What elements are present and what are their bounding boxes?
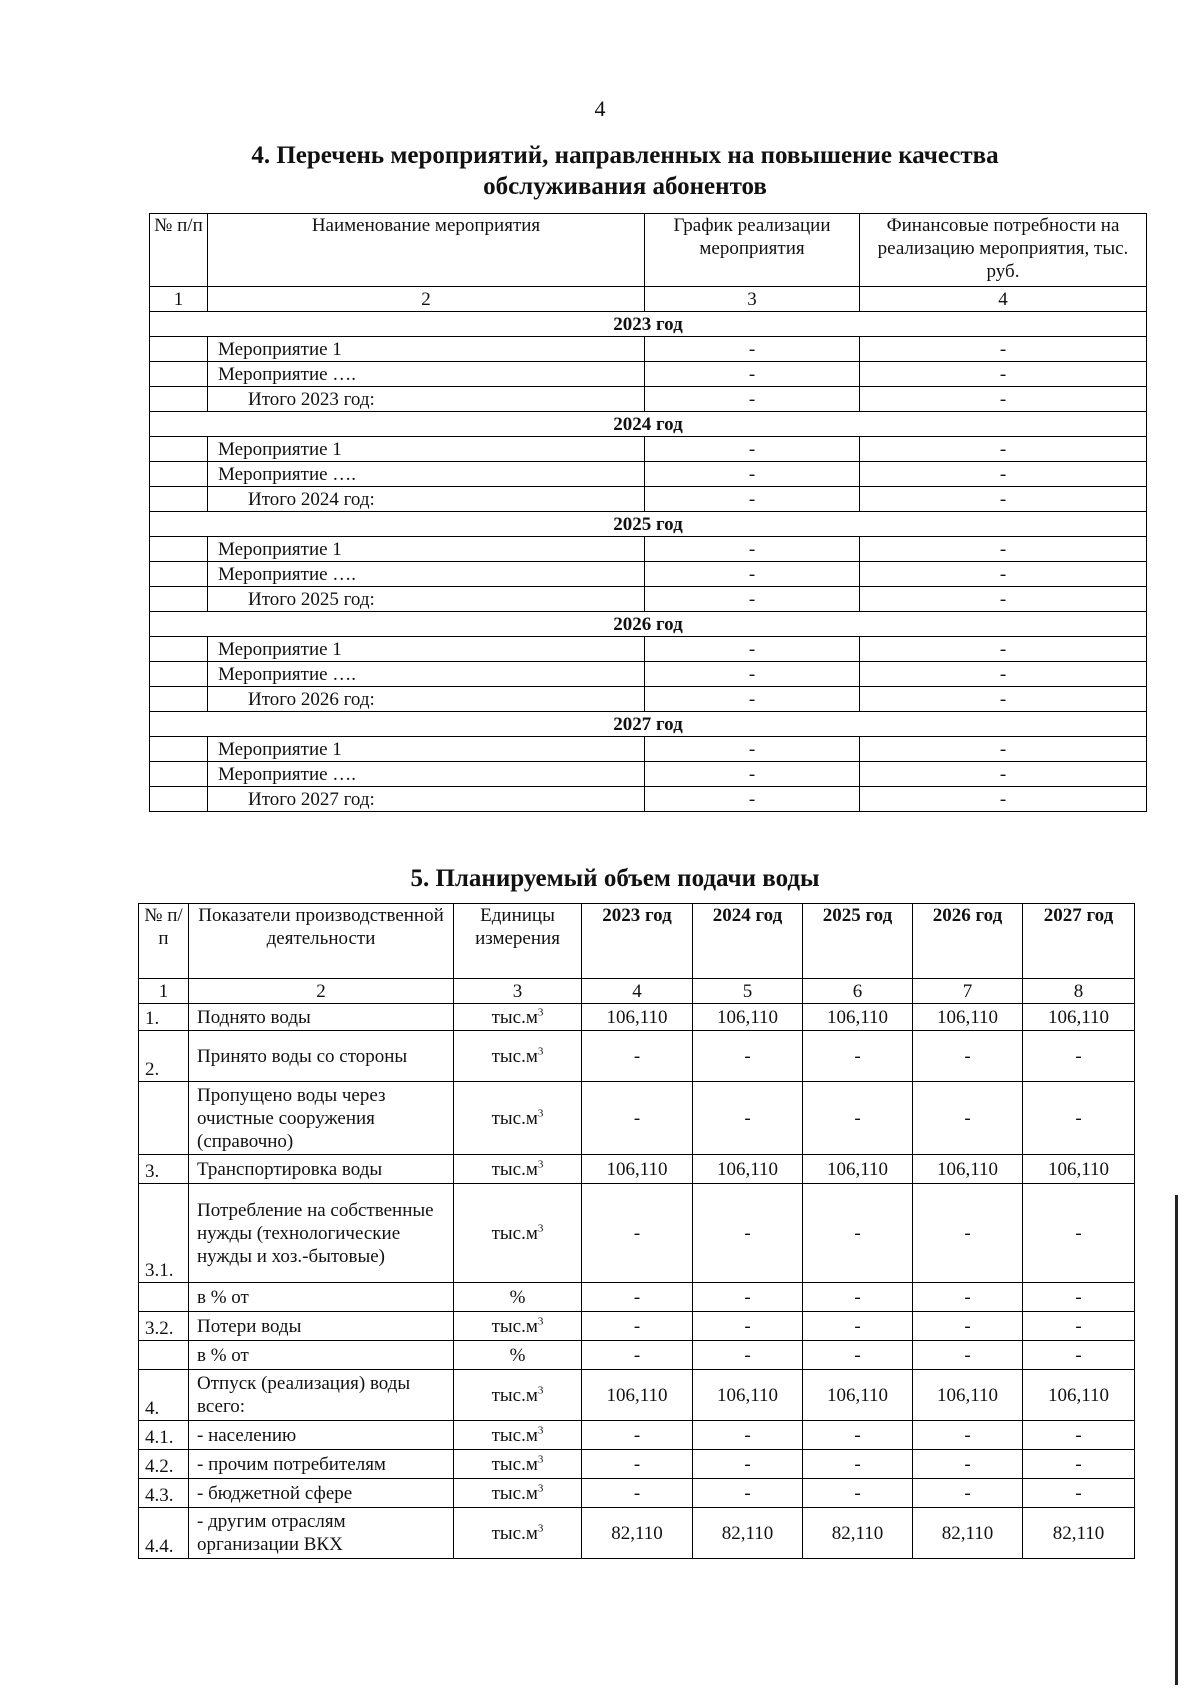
total-row xyxy=(150,787,1147,812)
year-label: 2025 год xyxy=(150,512,1147,537)
schedule-value: - xyxy=(645,737,860,762)
measure-name: Мероприятие 1 xyxy=(208,737,645,762)
year-value: - xyxy=(1023,1031,1135,1082)
col-number: 4 xyxy=(582,979,693,1004)
row-number-cell xyxy=(150,562,208,587)
indicator-row xyxy=(139,1508,1135,1559)
year-label: 2027 год xyxy=(150,712,1147,737)
unit-superscript: 3 xyxy=(537,1158,544,1171)
indicator-row xyxy=(139,1004,1135,1031)
measure-row xyxy=(150,437,1147,462)
unit-text: тыс.м xyxy=(491,1522,538,1544)
measure-name: Мероприятие …. xyxy=(208,362,645,387)
water-column-numbers xyxy=(139,979,1135,1004)
indicator-row xyxy=(139,1283,1135,1312)
year-value: - xyxy=(803,1421,913,1450)
measure-name: Итого 2026 год: xyxy=(208,687,645,712)
year-value: - xyxy=(582,1082,693,1155)
header-unit: Единицы измерения xyxy=(454,904,582,979)
finance-value: - xyxy=(860,337,1147,362)
unit-cell xyxy=(454,1450,582,1479)
schedule-value: - xyxy=(645,437,860,462)
finance-value: - xyxy=(860,637,1147,662)
row-number-cell xyxy=(150,687,208,712)
year-value: 106,110 xyxy=(803,1155,913,1184)
measure-name: Мероприятие …. xyxy=(208,762,645,787)
year-row xyxy=(150,312,1147,337)
measure-name: Мероприятие …. xyxy=(208,562,645,587)
year-value: - xyxy=(913,1479,1023,1508)
col-number: 5 xyxy=(693,979,803,1004)
row-index: 3.1. xyxy=(139,1184,189,1283)
measures-table xyxy=(149,213,1147,812)
unit-cell xyxy=(454,1082,582,1155)
year-value: 106,110 xyxy=(1023,1155,1135,1184)
year-value: 106,110 xyxy=(913,1155,1023,1184)
indicator-row xyxy=(139,1421,1135,1450)
row-index: 4.3. xyxy=(139,1479,189,1508)
indicator-name: Отпуск (реализация) воды всего: xyxy=(189,1370,454,1421)
year-value: 106,110 xyxy=(693,1370,803,1421)
header-year: 2027 год xyxy=(1023,904,1135,979)
unit-cell xyxy=(454,1479,582,1508)
year-value: - xyxy=(913,1341,1023,1370)
finance-value: - xyxy=(860,362,1147,387)
year-value: - xyxy=(582,1479,693,1508)
row-number-cell xyxy=(150,487,208,512)
year-value: - xyxy=(913,1031,1023,1082)
unit-superscript: 3 xyxy=(537,1453,544,1466)
year-value: - xyxy=(803,1031,913,1082)
year-row xyxy=(150,612,1147,637)
year-value: - xyxy=(693,1184,803,1283)
year-value: - xyxy=(913,1283,1023,1312)
indicator-name: - прочим потребителям xyxy=(189,1450,454,1479)
row-number-cell xyxy=(150,662,208,687)
row-index: 4. xyxy=(139,1370,189,1421)
year-value: - xyxy=(693,1341,803,1370)
measure-row xyxy=(150,737,1147,762)
year-value: - xyxy=(913,1184,1023,1283)
header-year: 2026 год xyxy=(913,904,1023,979)
indicator-name: в % от xyxy=(189,1341,454,1370)
year-value: 82,110 xyxy=(693,1508,803,1559)
year-value: - xyxy=(582,1450,693,1479)
measure-row xyxy=(150,662,1147,687)
year-value: 106,110 xyxy=(1023,1370,1135,1421)
finance-value: - xyxy=(860,737,1147,762)
indicator-name: Транспортировка воды xyxy=(189,1155,454,1184)
section-4-title-line2: обслуживания абонентов xyxy=(483,173,767,200)
row-number-cell xyxy=(150,387,208,412)
row-index xyxy=(139,1283,189,1312)
year-value: - xyxy=(803,1479,913,1508)
schedule-value: - xyxy=(645,637,860,662)
measures-column-numbers xyxy=(150,287,1147,312)
year-value: 106,110 xyxy=(803,1004,913,1031)
indicator-row xyxy=(139,1031,1135,1082)
schedule-value: - xyxy=(645,462,860,487)
year-value: 106,110 xyxy=(693,1004,803,1031)
indicator-row xyxy=(139,1184,1135,1283)
row-index: 4.2. xyxy=(139,1450,189,1479)
year-value: - xyxy=(582,1341,693,1370)
schedule-value: - xyxy=(645,387,860,412)
unit-cell xyxy=(454,1421,582,1450)
indicator-row xyxy=(139,1370,1135,1421)
year-value: - xyxy=(913,1082,1023,1155)
unit-superscript: 3 xyxy=(537,1006,544,1019)
row-index: 2. xyxy=(139,1031,189,1082)
col-number: 3 xyxy=(454,979,582,1004)
schedule-value: - xyxy=(645,487,860,512)
year-value: - xyxy=(1023,1421,1135,1450)
indicator-row xyxy=(139,1479,1135,1508)
year-value: - xyxy=(1023,1479,1135,1508)
total-row xyxy=(150,587,1147,612)
unit-text: тыс.м xyxy=(491,1158,538,1180)
row-index: 3.2. xyxy=(139,1312,189,1341)
unit-superscript: 3 xyxy=(537,1384,544,1397)
year-value: - xyxy=(1023,1312,1135,1341)
year-value: - xyxy=(1023,1450,1135,1479)
header-indicator: Показатели производственной деятельности xyxy=(189,904,454,979)
header-schedule: График реализации мероприятия xyxy=(645,214,860,287)
unit-superscript: 3 xyxy=(537,1107,544,1120)
header-measure-name: Наименование мероприятия xyxy=(208,214,645,287)
unit-cell xyxy=(454,1031,582,1082)
header-number: № п/п xyxy=(139,904,189,979)
year-value: 106,110 xyxy=(803,1370,913,1421)
measure-row xyxy=(150,537,1147,562)
schedule-value: - xyxy=(645,662,860,687)
water-supply-table xyxy=(138,903,1135,1559)
unit-text: тыс.м xyxy=(491,1424,538,1446)
year-value: - xyxy=(693,1031,803,1082)
unit-text: тыс.м xyxy=(491,1006,538,1028)
row-number-cell xyxy=(150,762,208,787)
unit-text: тыс.м xyxy=(491,1453,538,1475)
row-index: 4.1. xyxy=(139,1421,189,1450)
measure-name: Итого 2024 год: xyxy=(208,487,645,512)
section-5-title: 5. Планируемый объем подачи воды xyxy=(410,865,820,892)
col-number: 6 xyxy=(803,979,913,1004)
finance-value: - xyxy=(860,437,1147,462)
header-year: 2023 год xyxy=(582,904,693,979)
row-number-cell xyxy=(150,787,208,812)
col-number: 3 xyxy=(645,287,860,312)
unit-cell xyxy=(454,1312,582,1341)
measure-row xyxy=(150,562,1147,587)
indicator-row xyxy=(139,1312,1135,1341)
indicator-row xyxy=(139,1082,1135,1155)
measure-name: Мероприятие …. xyxy=(208,462,645,487)
col-number: 7 xyxy=(913,979,1023,1004)
year-value: 82,110 xyxy=(913,1508,1023,1559)
finance-value: - xyxy=(860,537,1147,562)
row-number-cell xyxy=(150,462,208,487)
indicator-row xyxy=(139,1450,1135,1479)
indicator-row xyxy=(139,1155,1135,1184)
measure-name: Мероприятие …. xyxy=(208,662,645,687)
year-value: - xyxy=(1023,1341,1135,1370)
unit-text: тыс.м xyxy=(491,1222,538,1244)
unit-text: % xyxy=(509,1286,526,1308)
unit-cell xyxy=(454,1184,582,1283)
measure-name: Итого 2027 год: xyxy=(208,787,645,812)
measure-row xyxy=(150,337,1147,362)
year-value: - xyxy=(582,1312,693,1341)
measure-name: Итого 2023 год: xyxy=(208,387,645,412)
year-value: - xyxy=(693,1450,803,1479)
finance-value: - xyxy=(860,487,1147,512)
section-4-title-line1: 4. Перечень мероприятий, направленных на повышение качества xyxy=(251,142,999,169)
finance-value: - xyxy=(860,787,1147,812)
col-number: 1 xyxy=(150,287,208,312)
year-value: - xyxy=(803,1082,913,1155)
year-value: - xyxy=(693,1421,803,1450)
finance-value: - xyxy=(860,387,1147,412)
total-row xyxy=(150,387,1147,412)
measure-name: Мероприятие 1 xyxy=(208,437,645,462)
row-index: 4.4. xyxy=(139,1508,189,1559)
year-value: 106,110 xyxy=(1023,1004,1135,1031)
year-value: - xyxy=(913,1312,1023,1341)
year-row xyxy=(150,512,1147,537)
year-label: 2023 год xyxy=(150,312,1147,337)
row-number-cell xyxy=(150,587,208,612)
unit-text: тыс.м xyxy=(491,1045,538,1067)
year-value: - xyxy=(803,1312,913,1341)
indicator-name: - населению xyxy=(189,1421,454,1450)
row-number-cell xyxy=(150,637,208,662)
unit-cell xyxy=(454,1370,582,1421)
year-value: - xyxy=(693,1312,803,1341)
header-finance: Финансовые потребности на реализацию мероприятия, тыс. руб. xyxy=(860,214,1147,287)
measure-name: Итого 2025 год: xyxy=(208,587,645,612)
year-value: - xyxy=(582,1283,693,1312)
header-year: 2025 год xyxy=(803,904,913,979)
year-value: 82,110 xyxy=(582,1508,693,1559)
measure-name: Мероприятие 1 xyxy=(208,637,645,662)
header-year: 2024 год xyxy=(693,904,803,979)
measure-row xyxy=(150,462,1147,487)
total-row xyxy=(150,487,1147,512)
unit-cell xyxy=(454,1155,582,1184)
indicator-name: - бюджетной сфере xyxy=(189,1479,454,1508)
unit-superscript: 3 xyxy=(537,1482,544,1495)
unit-cell xyxy=(454,1508,582,1559)
measures-header-row xyxy=(150,214,1147,287)
unit-superscript: 3 xyxy=(537,1424,544,1437)
year-value: - xyxy=(1023,1283,1135,1312)
finance-value: - xyxy=(860,762,1147,787)
measure-row xyxy=(150,362,1147,387)
schedule-value: - xyxy=(645,362,860,387)
row-number-cell xyxy=(150,437,208,462)
col-number: 1 xyxy=(139,979,189,1004)
unit-text: тыс.м xyxy=(491,1384,538,1406)
col-number: 4 xyxy=(860,287,1147,312)
row-index xyxy=(139,1341,189,1370)
water-header-row xyxy=(139,904,1135,979)
year-value: - xyxy=(582,1031,693,1082)
indicator-name: Пропущено воды через очистные сооружения (справочно) xyxy=(189,1082,454,1155)
unit-text: % xyxy=(509,1344,526,1366)
schedule-value: - xyxy=(645,537,860,562)
year-label: 2024 год xyxy=(150,412,1147,437)
unit-text: тыс.м xyxy=(491,1315,538,1337)
indicator-name: Потребление на собственные нужды (технологические нужды и хоз.-бытовые) xyxy=(189,1184,454,1283)
row-number-cell xyxy=(150,537,208,562)
indicator-name: Принято воды со стороны xyxy=(189,1031,454,1082)
col-number: 2 xyxy=(189,979,454,1004)
year-value: - xyxy=(1023,1184,1135,1283)
finance-value: - xyxy=(860,562,1147,587)
unit-superscript: 3 xyxy=(537,1045,544,1058)
schedule-value: - xyxy=(645,687,860,712)
measure-row xyxy=(150,762,1147,787)
unit-text: тыс.м xyxy=(491,1107,538,1129)
year-value: - xyxy=(693,1283,803,1312)
finance-value: - xyxy=(860,662,1147,687)
finance-value: - xyxy=(860,687,1147,712)
unit-superscript: 3 xyxy=(537,1522,544,1535)
header-number: № п/п xyxy=(150,214,208,287)
indicator-name: - другим отраслям организации ВКХ xyxy=(189,1508,454,1559)
row-index xyxy=(139,1082,189,1155)
finance-value: - xyxy=(860,587,1147,612)
indicator-name: в % от xyxy=(189,1283,454,1312)
year-value: 106,110 xyxy=(582,1155,693,1184)
indicator-name: Поднято воды xyxy=(189,1004,454,1031)
row-number-cell xyxy=(150,737,208,762)
row-index: 1. xyxy=(139,1004,189,1031)
section-4-title xyxy=(160,140,1090,202)
schedule-value: - xyxy=(645,587,860,612)
measure-row xyxy=(150,637,1147,662)
total-row xyxy=(150,687,1147,712)
year-value: 106,110 xyxy=(913,1370,1023,1421)
year-label: 2026 год xyxy=(150,612,1147,637)
page-number: 4 xyxy=(594,96,606,121)
indicator-name: Потери воды xyxy=(189,1312,454,1341)
year-value: - xyxy=(693,1479,803,1508)
schedule-value: - xyxy=(645,337,860,362)
unit-cell xyxy=(454,1341,582,1370)
unit-text: тыс.м xyxy=(491,1482,538,1504)
schedule-value: - xyxy=(645,787,860,812)
year-row xyxy=(150,712,1147,737)
year-value: 82,110 xyxy=(803,1508,913,1559)
year-value: 106,110 xyxy=(582,1370,693,1421)
schedule-value: - xyxy=(645,562,860,587)
col-number: 2 xyxy=(208,287,645,312)
col-number: 8 xyxy=(1023,979,1135,1004)
year-value: - xyxy=(803,1450,913,1479)
year-value: 106,110 xyxy=(582,1004,693,1031)
schedule-value: - xyxy=(645,762,860,787)
year-value: - xyxy=(693,1082,803,1155)
year-value: - xyxy=(913,1421,1023,1450)
unit-superscript: 3 xyxy=(537,1315,544,1328)
row-number-cell xyxy=(150,362,208,387)
unit-superscript: 3 xyxy=(537,1222,544,1235)
unit-cell xyxy=(454,1283,582,1312)
measure-name: Мероприятие 1 xyxy=(208,537,645,562)
year-value: - xyxy=(1023,1082,1135,1155)
indicator-row xyxy=(139,1341,1135,1370)
measure-name: Мероприятие 1 xyxy=(208,337,645,362)
row-number-cell xyxy=(150,337,208,362)
year-value: - xyxy=(582,1184,693,1283)
year-value: - xyxy=(582,1421,693,1450)
finance-value: - xyxy=(860,462,1147,487)
year-value: - xyxy=(803,1283,913,1312)
year-value: - xyxy=(803,1184,913,1283)
year-value: 82,110 xyxy=(1023,1508,1135,1559)
unit-cell xyxy=(454,1004,582,1031)
year-value: - xyxy=(913,1450,1023,1479)
year-value: 106,110 xyxy=(693,1155,803,1184)
year-value: - xyxy=(803,1341,913,1370)
year-value: 106,110 xyxy=(913,1004,1023,1031)
year-row xyxy=(150,412,1147,437)
scan-edge-line xyxy=(1175,1195,1178,1685)
row-index: 3. xyxy=(139,1155,189,1184)
